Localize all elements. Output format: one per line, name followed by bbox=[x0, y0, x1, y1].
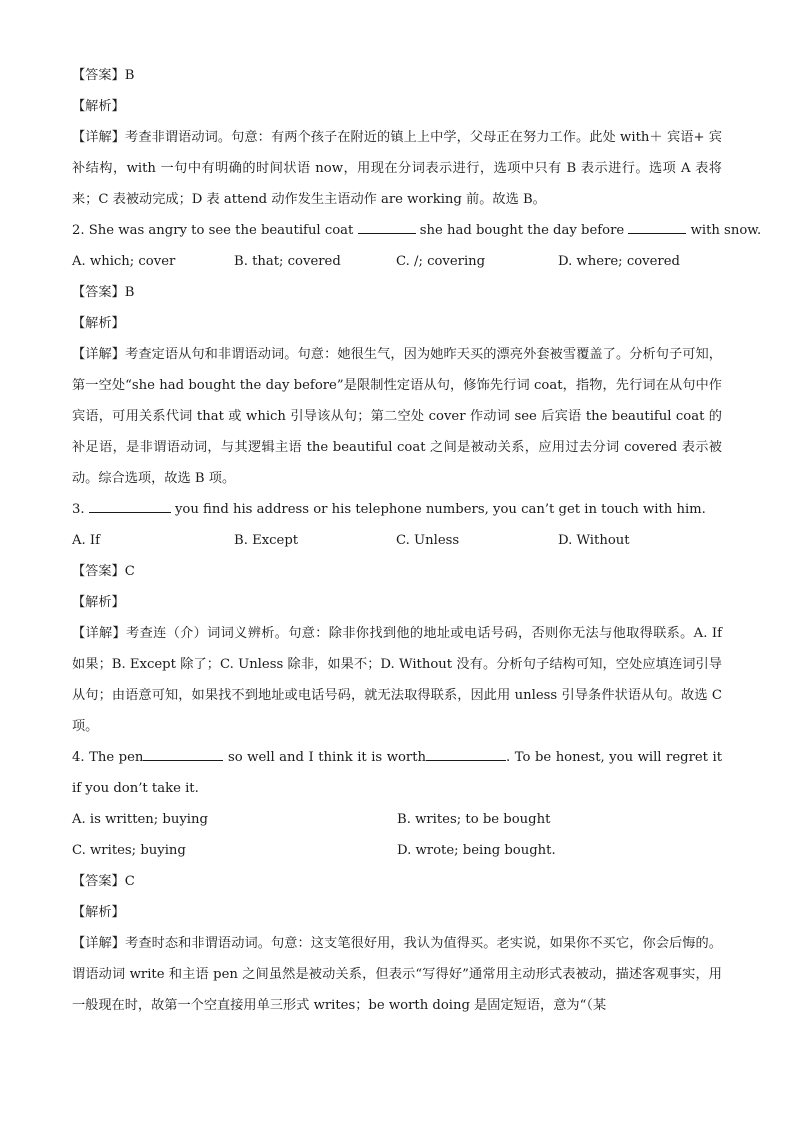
analysis-label: 【解析】 bbox=[72, 316, 125, 331]
question-text: . To be honest, you will regret it if you don’t take it. bbox=[72, 750, 722, 796]
answer-label: 【答案】C bbox=[72, 874, 135, 889]
options-row bbox=[72, 525, 722, 556]
options-row bbox=[72, 835, 722, 866]
option-b: B. Except bbox=[234, 533, 299, 548]
explanation-paragraph: 【详解】考查定语从句和非谓语动词。句意：她很生气，因为她昨天买的漂亮外套被雪覆盖了。分析句子可知，第一空处“she had bought the day before”是限制性定语从句，修饰先行词 coat，指物，先行词在从句中作宾语，可用关系代词 that 或 which 引导该从句；第二空处 cover 作动词 see 后宾语 the beautiful coat 的补足语，是非谓语动词，与其逻辑主语 the beautiful coat 之间是被动关系，应用过去分词 covered 表示被动。综合选项，故选 B 项。 bbox=[72, 347, 722, 486]
answer-blank bbox=[628, 221, 686, 234]
option-b: B. that; covered bbox=[234, 254, 341, 269]
question-text: 2. She was angry to see the beautiful coat bbox=[72, 223, 358, 238]
answer-label: 【答案】B bbox=[72, 68, 135, 83]
question-text: you find his address or his telephone numbers, you can’t get in touch with him. bbox=[170, 502, 706, 517]
options-row bbox=[72, 246, 722, 277]
option-a: A. which; cover bbox=[72, 254, 176, 269]
answer-blank bbox=[89, 500, 171, 513]
question-2 bbox=[72, 215, 762, 246]
options-row bbox=[72, 804, 722, 835]
option-c: C. /; covering bbox=[396, 254, 486, 269]
answer-blank bbox=[358, 221, 416, 234]
analysis-label: 【解析】 bbox=[72, 905, 125, 920]
option-d: D. Without bbox=[558, 533, 630, 548]
question-text: with snow. bbox=[686, 223, 762, 238]
question-text: she had bought the day before bbox=[415, 223, 629, 238]
option-a: A. If bbox=[72, 533, 100, 548]
answer-label: 【答案】B bbox=[72, 285, 135, 300]
analysis-label: 【解析】 bbox=[72, 99, 125, 114]
option-c: C. Unless bbox=[396, 533, 460, 548]
question-4 bbox=[72, 742, 722, 804]
option-b: B. writes; to be bought bbox=[397, 812, 551, 827]
explanation-paragraph: 【详解】考查时态和非谓语动词。句意：这支笔很好用，我认为值得买。老实说，如果你不买它，你会后悔的。谓语动词 write 和主语 pen 之间虽然是被动关系，但表示“写得好”通常用主动形式表被动，描述客观事实，用一般现在时，故第一个空直接用单三形式 writes；be worth doing 是固定短语，意为“（某 bbox=[72, 936, 722, 1013]
explanation-paragraph: 【详解】考查连（介）词词义辨析。句意：除非你找到他的地址或电话号码，否则你无法与他取得联系。A. If 如果；B. Except 除了；C. Unless 除非，如果不；D. Without 没有。分析句子结构可知，空处应填连词引导从句；由语意可知，如果找不到地址或电话号码，就无法取得联系，因此用 unless 引导条件状语从句。故选 C 项。 bbox=[72, 626, 722, 734]
option-a: A. is written; buying bbox=[72, 812, 208, 827]
explanation-paragraph: 【详解】考查非谓语动词。句意：有两个孩子在附近的镇上上中学，父母正在努力工作。此处 with＋ 宾语+ 宾补结构，with 一句中有明确的时间状语 now，用现在分词表示进行，选项中只有 B 表示进行。选项 A 表将来；C 表被动完成；D 表 attend 动作发生主语动作 are working 前。故选 B。 bbox=[72, 130, 722, 207]
option-c: C. writes; buying bbox=[72, 843, 186, 858]
question-text: so well and I think it is worth bbox=[223, 750, 427, 765]
answer-blank bbox=[143, 748, 223, 761]
question-3 bbox=[72, 494, 722, 525]
answer-label: 【答案】C bbox=[72, 564, 135, 579]
question-text: 4. The pen bbox=[72, 750, 144, 765]
option-d: D. where; covered bbox=[558, 254, 680, 269]
question-text: 3. bbox=[72, 502, 89, 517]
analysis-label: 【解析】 bbox=[72, 595, 125, 610]
option-d: D. wrote; being bought. bbox=[397, 843, 556, 858]
answer-blank bbox=[426, 748, 506, 761]
